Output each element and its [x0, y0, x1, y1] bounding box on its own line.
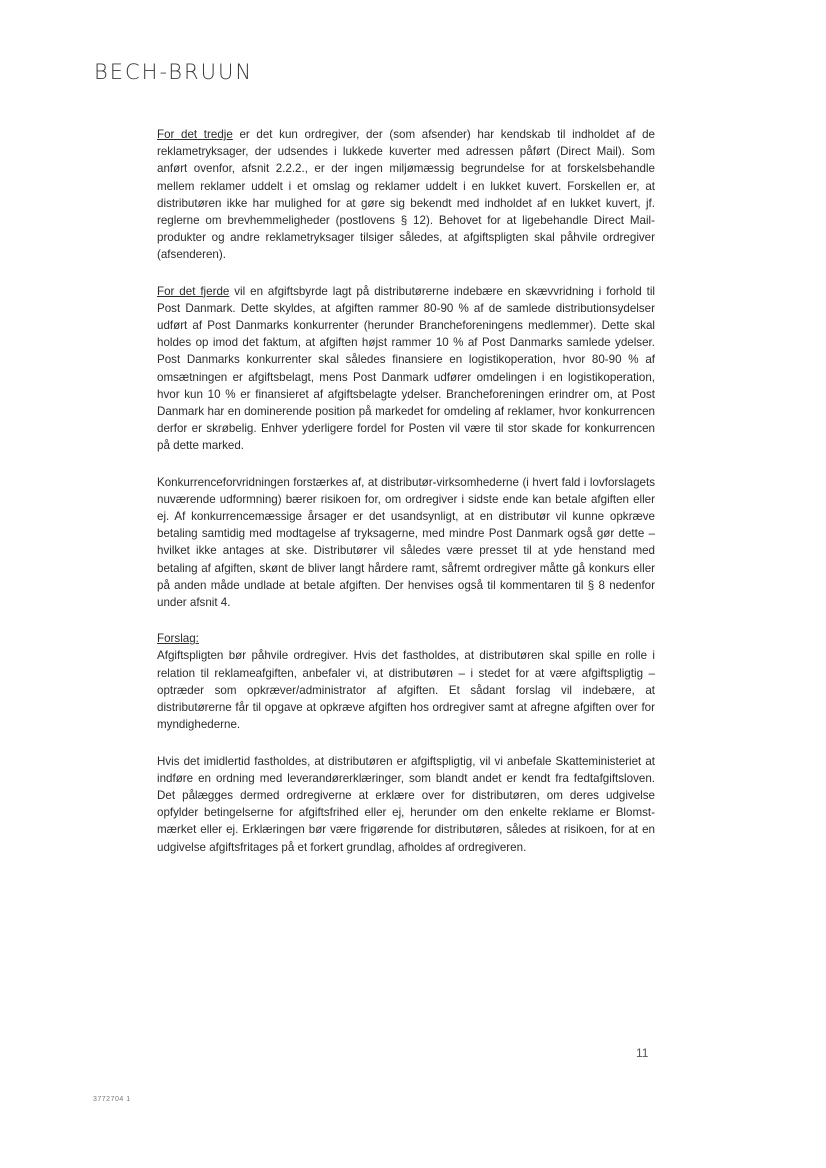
paragraph-fourth-point — [157, 283, 655, 455]
page-number: 11 — [636, 1046, 649, 1060]
paragraph-text: Konkurrenceforvridningen forstærkes af, at distributør-virksomhederne (i hvert fald i lovforslagets nuværende udformning) bærer risikoen for, om ordregiver i sidste ende kan betale afgiften eller ej. Af konkurrencemæssige årsager er det usandsynligt, at en distributør vil kunne opkræve betaling samtidig med modtagelse af tryksagerne, med mindre Post Danmark også gør dette – hvilket ikke antages at ske. Distributører vil således være presset til at yde henstand med betaling af afgiften, skønt de bliver langt hårdere ramt, såfremt ordregiver måtte gå konkurs eller på anden måde undlade at betale afgiften. Der henvises også til kommentaren til § 8 nedenfor under afsnit 4. — [157, 475, 655, 610]
paragraph-supplier-declaration — [157, 753, 655, 856]
paragraph-text: er det kun ordregiver, der (som afsender) har kendskab til indholdet af de reklametryksager, der udsendes i lukkede kuverter med adressen påført (Direct Mail). Som anført ovenfor, afsnit 2.2.2., er der ingen miljømæssig begrundelse for at forskelsbehandle mellem reklamer uddelt i et omslag og reklamer uddelt i en lukket kuvert. Forskellen er, at distributøren ikke har mulighed for at gøre sig bekendt med indholdet af en lukket kuvert, jf. reglerne om brevhemmeligheder (postlovens § 12). Behovet for at ligebehandle Direct Mail-produkter og andre reklametryksager tilsiger således, at afgiftspligten skal påhvile ordregiver (afsenderen). — [157, 128, 656, 262]
document-body — [157, 126, 655, 875]
paragraph-third-point — [157, 126, 655, 264]
paragraph-text: vil en afgiftsbyrde lagt på distributørerne indebære en skævvridning i forhold til Post Danmark. Dette skyldes, at afgiften rammer 80-90 % af de samlede distributionsydelser udført af Post Danmarks konkurrenter (herunder Brancheforeningens medlemmer). Dette skal holdes op imod det faktum, at afgiften højst rammer 10 % af Post Danmarks samlede ydelser. Post Danmarks konkurrenter skal således finansiere en logistikoperation, hvor 80-90 % af omsætningen er afgiftsbelagt, mens Post Danmark udfører omdelingen i en logistikoperation, hvor kun 10 % er finansieret af afgiftsbelagte ydelser. Brancheforeningen erindrer om, at Post Danmark har en dominerende position på markedet for omdeling af reklamer, hvor konkurrencen derfor er skrøbelig. Enhver yderligere fordel for Posten vil være til stor skade for konkurrencen på dette marked. — [157, 284, 656, 453]
paragraph-lead: For det fjerde — [157, 284, 230, 298]
company-logo: BECH-BRUUN — [94, 60, 254, 84]
paragraph-text: Hvis det imidlertid fastholdes, at distributøren er afgiftspligtig, vil vi anbefale Skatteministeriet at indføre en ordning med leverandørerklæringer, som blandt andet er kendt fra fedtafgiftsloven. Det pålægges dermed ordregiverne at erklære over for distributøren, om deres udgivelse opfylder betingelserne for afgiftsfrihed eller ej, herunder om den enkelte reklame er Blomst-mærket eller ej. Erklæringen bør være frigørende for distributøren, således at risikoen, for at en udgivelse afgiftsfritages på et forkert grundlag, afholdes af ordregiveren. — [157, 754, 655, 854]
paragraph-competition — [157, 474, 655, 612]
proposal-heading: Forslag: — [157, 632, 199, 646]
paragraph-lead: For det tredje — [157, 128, 233, 141]
document-id: 3772704 1 — [93, 1096, 131, 1103]
paragraph-text: Afgiftspligten bør påhvile ordregiver. Hvis det fastholdes, at distributøren skal spille en rolle i relation til reklameafgiften, anbefaler vi, at distributøren – i stedet for at være afgiftspligtig – optræder som opkræver/administrator af afgiften. Et sådant forslag vil indebære, at distributørerne får til opgave at opkræve afgiften hos ordregiver samt at afregne afgiften over for myndighederne. — [157, 649, 655, 732]
paragraph-proposal — [157, 630, 655, 733]
